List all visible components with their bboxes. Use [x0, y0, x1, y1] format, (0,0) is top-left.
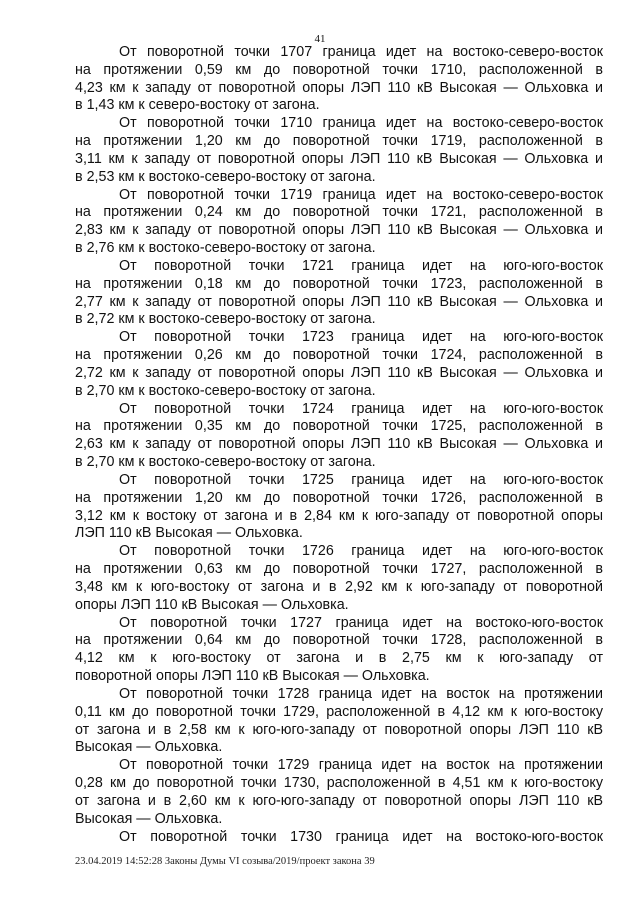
paragraph: [75, 829, 603, 847]
paragraph: [75, 401, 603, 472]
paragraph: [75, 757, 603, 828]
paragraph: [75, 615, 603, 686]
text-line: поворотной опоры ЛЭП 110 кВ Высокая — Ольховка.: [75, 668, 430, 685]
text-line: от загона и в 2,58 км к юго-юго-западу от поворотной опоры ЛЭП 110 кВ: [75, 721, 603, 738]
text-line: на протяжении 0,64 км до поворотной точки 1728, расположенной в: [75, 632, 603, 649]
text-line: 2,72 км к западу от поворотной опоры ЛЭП 110 кВ Высокая — Ольховка и: [75, 364, 603, 381]
text-line: От поворотной точки 1728 граница идет на восток на протяжении: [119, 685, 603, 702]
text-line: От поворотной точки 1724 граница идет на юго-юго-восток: [119, 400, 603, 417]
text-line: ЛЭП 110 кВ Высокая — Ольховка.: [75, 525, 303, 542]
text-line: на протяжении 0,26 км до поворотной точки 1724, расположенной в: [75, 347, 603, 364]
text-line: От поворотной точки 1719 граница идет на востоко-северо-восток: [119, 186, 603, 203]
text-line: в 2,70 км к востоко-северо-востоку от загона.: [75, 454, 376, 471]
text-line: на протяжении 0,24 км до поворотной точки 1721, расположенной в: [75, 204, 603, 221]
paragraph: [75, 543, 603, 614]
text-line: От поворотной точки 1725 граница идет на юго-юго-восток: [119, 471, 603, 488]
text-line: опоры ЛЭП 110 кВ Высокая — Ольховка.: [75, 596, 349, 613]
text-line: От поворотной точки 1726 граница идет на юго-юго-восток: [119, 543, 603, 560]
paragraph: [75, 44, 603, 115]
text-line: на протяжении 0,35 км до поворотной точки 1725, расположенной в: [75, 418, 603, 435]
page-footer: 23.04.2019 14:52:28 Законы Думы VI созыва/2019/проект закона 39: [75, 856, 375, 867]
text-line: 3,48 км к юго-востоку от загона и в 2,92 км к юго-западу от поворотной: [75, 578, 603, 595]
text-line: От поворотной точки 1721 граница идет на юго-юго-восток: [119, 257, 603, 274]
text-line: на протяжении 0,63 км до поворотной точки 1727, расположенной в: [75, 561, 603, 578]
text-line: в 2,70 км к востоко-северо-востоку от загона.: [75, 382, 376, 399]
text-line: 2,83 км к западу от поворотной опоры ЛЭП 110 кВ Высокая — Ольховка и: [75, 222, 603, 239]
text-line: 2,63 км к западу от поворотной опоры ЛЭП 110 кВ Высокая — Ольховка и: [75, 436, 603, 453]
text-line: на протяжении 1,20 км до поворотной точки 1719, расположенной в: [75, 133, 603, 150]
text-line: От поворотной точки 1729 граница идет на восток на протяжении: [119, 757, 603, 774]
text-line: 4,12 км к юго-востоку от загона и в 2,75 км к юго-западу от: [75, 650, 603, 667]
text-line: в 2,72 км к востоко-северо-востоку от загона.: [75, 311, 376, 328]
text-line: в 2,53 км к востоко-северо-востоку от загона.: [75, 168, 376, 185]
text-line: От поворотной точки 1707 граница идет на востоко-северо-восток: [119, 44, 603, 60]
text-line: в 2,76 км к востоко-северо-востоку от загона.: [75, 240, 376, 257]
text-line: От поворотной точки 1730 граница идет на востоко-юго-восток: [119, 828, 603, 845]
paragraph: [75, 329, 603, 400]
paragraph: [75, 115, 603, 186]
text-line: 3,11 км к западу от поворотной опоры ЛЭП 110 кВ Высокая — Ольховка и: [75, 150, 603, 167]
text-line: Высокая — Ольховка.: [75, 739, 223, 756]
text-line: От поворотной точки 1710 граница идет на востоко-северо-восток: [119, 115, 603, 132]
text-line: От поворотной точки 1723 граница идет на юго-юго-восток: [119, 329, 603, 346]
text-line: Высокая — Ольховка.: [75, 810, 223, 827]
paragraph: [75, 686, 603, 757]
text-line: в 1,43 км к северо-востоку от загона.: [75, 97, 320, 114]
text-line: 0,28 км до поворотной точки 1730, расположенной в 4,51 км к юго-востоку: [75, 775, 603, 792]
text-line: От поворотной точки 1727 граница идет на востоко-юго-восток: [119, 614, 603, 631]
text-line: на протяжении 1,20 км до поворотной точки 1726, расположенной в: [75, 489, 603, 506]
text-line: на протяжении 0,59 км до поворотной точки 1710, расположенной в: [75, 61, 603, 78]
paragraph: [75, 258, 603, 329]
text-line: от загона и в 2,60 км к юго-юго-западу от поворотной опоры ЛЭП 110 кВ: [75, 792, 603, 809]
page-number: 41: [314, 33, 326, 45]
paragraph: [75, 187, 603, 258]
text-line: 4,23 км к западу от поворотной опоры ЛЭП 110 кВ Высокая — Ольховка и: [75, 79, 603, 96]
paragraph: [75, 472, 603, 543]
text-line: 3,12 км к востоку от загона и в 2,84 км к юго-западу от поворотной опоры: [75, 507, 603, 524]
document-body: [75, 44, 603, 847]
text-line: 2,77 км к западу от поворотной опоры ЛЭП 110 кВ Высокая — Ольховка и: [75, 293, 603, 310]
text-line: 0,11 км до поворотной точки 1729, расположенной в 4,12 км к юго-востоку: [75, 703, 603, 720]
text-line: на протяжении 0,18 км до поворотной точки 1723, расположенной в: [75, 275, 603, 292]
